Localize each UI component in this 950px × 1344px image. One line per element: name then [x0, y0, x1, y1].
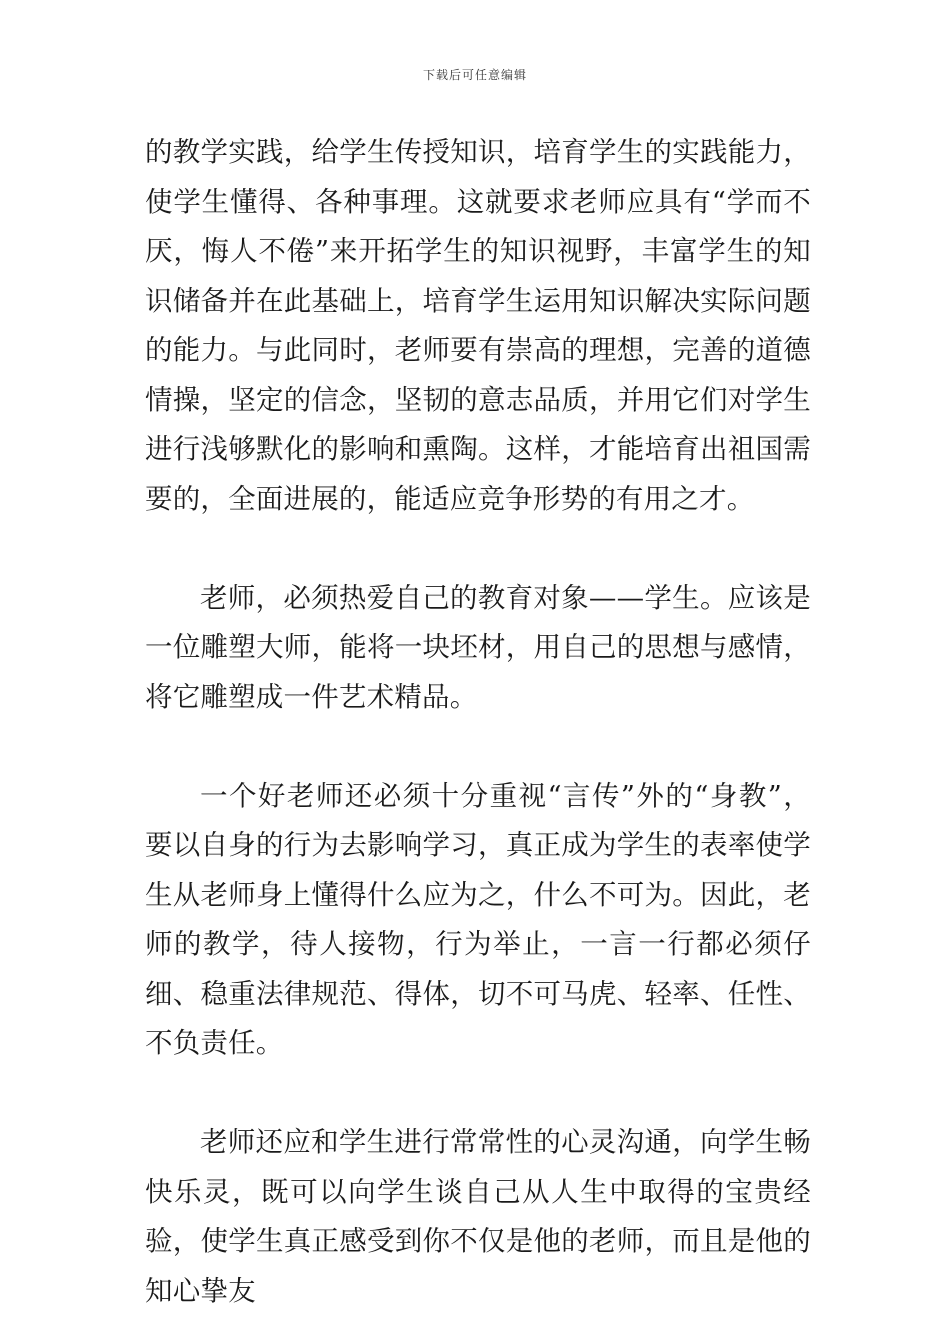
document-body [145, 128, 811, 1316]
paragraph-continuation: 的教学实践，给学生传授知识，培育学生的实践能力，使学生懂得、各种事理。这就要求老师应具有“学而不厌，悔人不倦”来开拓学生的知识视野，丰富学生的知识储备并在此基础上，培育学生运用知识解决实际问题的能力。与此同时，老师要有崇高的理想，完善的道德情操，坚定的信念，坚韧的意志品质，并用它们对学生进行浅够默化的影响和熏陶。这样，才能培育出祖国需要的，全面进展的，能适应竞争形势的有用之才。 [145, 136, 811, 515]
paragraph-love-students: 老师，必须热爱自己的教育对象——学生。应该是一位雕塑大师，能将一块坯材，用自己的思想与感情，将它雕塑成一件艺术精品。 [145, 581, 811, 713]
paragraph-teach-by-example: 一个好老师还必须十分重视“言传”外的“身教”，要以自身的行为去影响学习，真正成为学生的表率使学生从老师身上懂得什么应为之，什么不可为。因此，老师的教学，待人接物，行为举止，一言一行都必须仔细、稳重法律规范、得体，切不可马虎、轻率、任性、不负责任。 [145, 779, 811, 1059]
paragraph-communication: 老师还应和学生进行常常性的心灵沟通，向学生畅快乐灵，既可以向学生谈自己从人生中取得的宝贵经验，使学生真正感受到你不仅是他的老师，而且是他的知心挚友 [145, 1126, 811, 1307]
page-header: 下载后可任意编辑 [422, 68, 527, 82]
